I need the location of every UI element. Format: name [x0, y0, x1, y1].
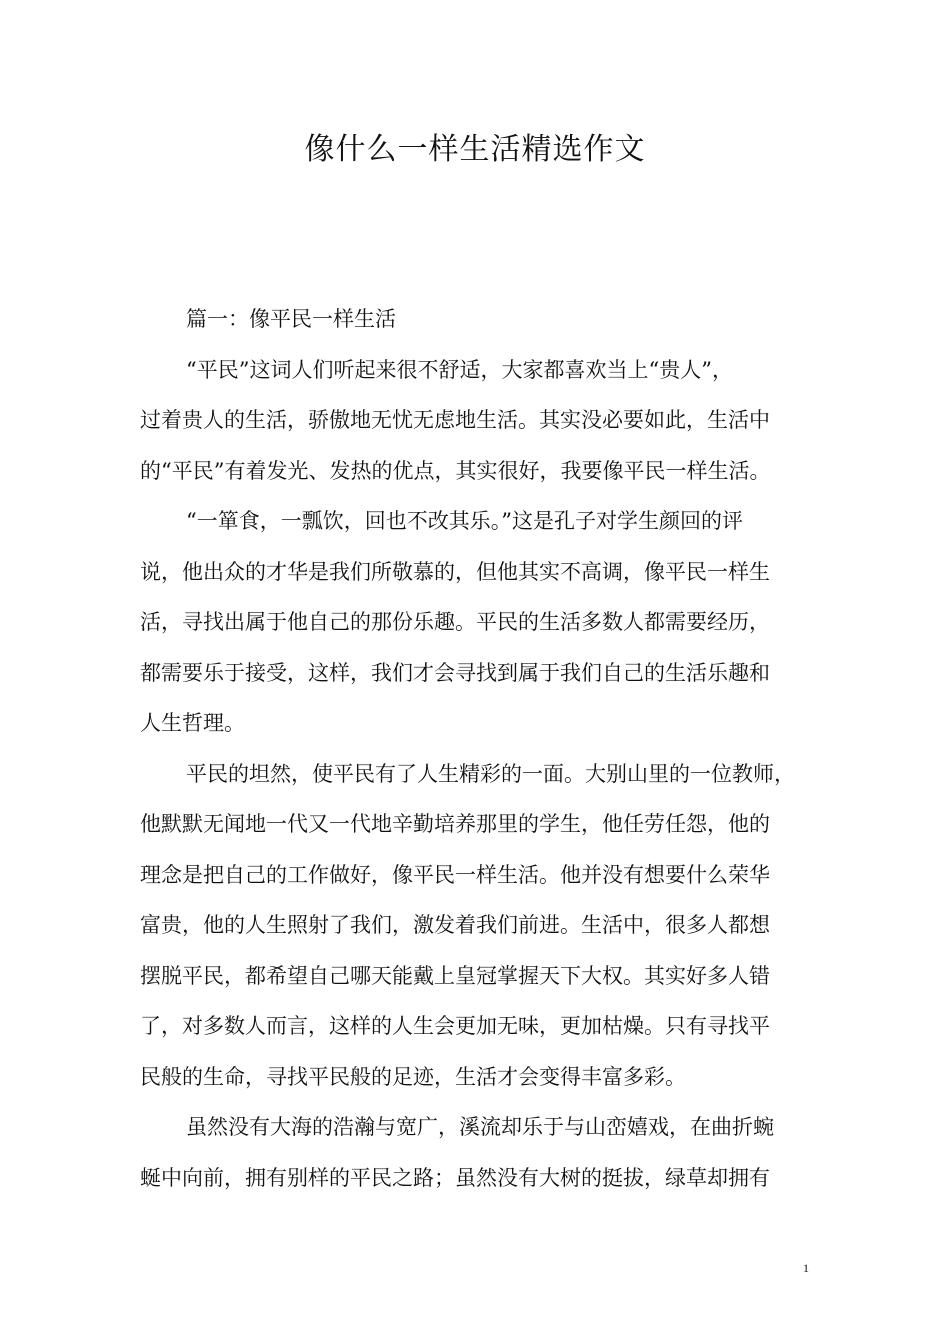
- text-line: 了，对多数人而言，这样的人生会更加无味，更加枯燥。只有寻找平: [140, 1014, 770, 1038]
- text-line: 的“平民”有着发光、发热的优点，其实很好，我要像平民一样生活。: [140, 458, 771, 483]
- text-line: 过着贵人的生活，骄傲地无忧无虑地生活。其实没必要如此，生活中: [140, 408, 770, 432]
- text-line: 说，他出众的才华是我们所敬慕的，但他其实不高调，像平民一样生: [140, 559, 770, 584]
- text-line: 篇一：像平民一样生活: [186, 307, 396, 331]
- document-title: 像什么一样生活精选作文: [304, 132, 646, 167]
- text-line: 他默默无闻地一代又一代地辛勤培养那里的学生，他任劳任怨，他的: [140, 812, 770, 836]
- page-number: 1: [803, 1261, 809, 1275]
- text-line: 人生哲理。: [140, 711, 245, 735]
- text-line: 富贵，他的人生照射了我们，激发着我们前进。生活中，很多人都想: [140, 913, 770, 937]
- text-line: “一箪食，一瓢饮，回也不改其乐。”这是孔子对学生颜回的评: [186, 509, 743, 533]
- text-line: 摆脱平民，都希望自己哪天能戴上皇冠掌握天下大权。其实好多人错: [140, 963, 770, 988]
- text-line: 平民的坦然，使平民有了人生精彩的一面。大别山里的一位教师，: [186, 761, 795, 786]
- text-line: “平民”这词人们听起来很不舒适，大家都喜欢当上“贵人”，: [186, 357, 733, 382]
- text-line: 蜒中向前，拥有别样的平民之路；虽然没有大树的挺拔，绿草却拥有: [140, 1165, 770, 1190]
- text-line: 民般的生命，寻找平民般的足迹，生活才会变得丰富多彩。: [140, 1064, 686, 1089]
- text-line: 虽然没有大海的浩瀚与宽广，溪流却乐于与山峦嬉戏，在曲折蜿: [186, 1115, 774, 1139]
- text-line: 都需要乐于接受，这样，我们才会寻找到属于我们自己的生活乐趣和: [140, 660, 770, 685]
- text-line: 活，寻找出属于他自己的那份乐趣。平民的生活多数人都需要经历，: [140, 610, 770, 634]
- document-body: [140, 302, 816, 1211]
- text-line: 理念是把自己的工作做好，像平民一样生活。他并没有想要什么荣华: [140, 862, 770, 887]
